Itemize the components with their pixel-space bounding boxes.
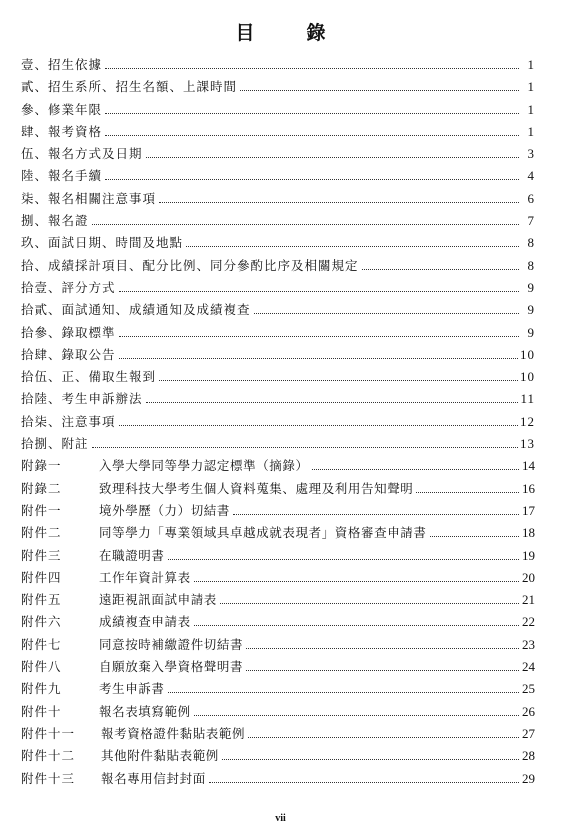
dot-leader <box>194 714 519 716</box>
dot-leader <box>209 781 519 783</box>
dot-leader <box>312 468 519 470</box>
toc-page-number: 14 <box>522 458 535 474</box>
toc-entry[interactable] <box>21 323 535 345</box>
dot-leader <box>105 178 519 180</box>
dot-leader <box>220 602 519 604</box>
appendix-title: 考生申訴書 <box>99 681 165 697</box>
toc-entry-title: 肆、報考資格 <box>21 123 103 139</box>
appendix-title: 工作年資計算表 <box>99 569 191 585</box>
toc-page-number: 28 <box>522 748 535 764</box>
toc-entry[interactable] <box>21 389 535 411</box>
dot-leader <box>105 67 519 69</box>
appendix-label: 附件六 <box>21 614 62 630</box>
toc-entry-title: 貳、招生系所、招生名額、上課時間 <box>21 79 238 95</box>
dot-leader <box>362 268 519 270</box>
toc-appendix-entry[interactable] <box>21 746 535 768</box>
appendix-title: 遠距視訊面試申請表 <box>99 592 217 608</box>
appendix-label: 附件八 <box>21 659 62 675</box>
toc-entry[interactable] <box>21 211 535 233</box>
table-of-contents <box>21 55 535 791</box>
toc-page-number: 10 <box>520 346 535 362</box>
dot-leader <box>248 736 519 738</box>
toc-entry-title: 壹、招生依據 <box>21 57 103 72</box>
toc-page-number: 1 <box>527 101 535 117</box>
dot-leader <box>168 558 519 560</box>
toc-entry-title: 拾參、錄取標準 <box>21 324 116 340</box>
toc-appendix-entry[interactable] <box>21 523 535 545</box>
toc-appendix-entry[interactable] <box>21 724 535 746</box>
toc-entry[interactable] <box>21 55 535 77</box>
toc-entry[interactable] <box>21 345 535 367</box>
appendix-title: 同意按時補繳證件切結書 <box>99 636 244 652</box>
toc-entry-title: 拾壹、評分方式 <box>21 279 116 295</box>
dot-leader <box>194 580 519 582</box>
toc-page-number: 20 <box>522 569 535 585</box>
appendix-title: 致理科技大學考生個人資料蒐集、處理及利用告知聲明 <box>99 480 414 496</box>
toc-page-number: 9 <box>527 279 535 295</box>
appendix-label: 附錄一 <box>21 458 62 474</box>
appendix-title: 入學大學同等學力認定標準（摘錄） <box>99 458 309 474</box>
appendix-label: 附件九 <box>21 681 62 697</box>
toc-appendix-entry[interactable] <box>21 612 535 634</box>
dot-leader <box>254 312 519 314</box>
appendix-title: 成績複查申請表 <box>99 614 191 630</box>
toc-entry-title: 柒、報名相關注意事項 <box>21 190 157 206</box>
toc-page-number: 18 <box>522 525 535 541</box>
toc-page-number: 1 <box>527 57 535 72</box>
appendix-label: 附件五 <box>21 592 62 608</box>
toc-appendix-entry[interactable] <box>21 702 535 724</box>
toc-page-number: 16 <box>522 480 535 496</box>
section-list <box>21 55 535 456</box>
appendix-label: 附件十二 <box>21 748 76 764</box>
appendix-title: 其他附件黏貼表範例 <box>101 748 219 764</box>
toc-page-number: 13 <box>520 436 535 452</box>
toc-entry-title: 伍、報名方式及日期 <box>21 146 143 162</box>
toc-entry-title: 拾貳、面試通知、成績通知及成績複查 <box>21 302 251 318</box>
appendix-title: 境外學歷（力）切結書 <box>99 502 231 518</box>
toc-entry-title: 陸、報名手續 <box>21 168 103 184</box>
appendix-label: 附件二 <box>21 525 62 541</box>
appendix-label: 附件十一 <box>21 725 76 741</box>
appendix-label: 附件三 <box>21 547 62 563</box>
toc-entry-title: 拾捌、附註 <box>21 436 89 452</box>
toc-appendix-entry[interactable] <box>21 590 535 612</box>
dot-leader <box>186 245 519 247</box>
dot-leader <box>168 691 519 693</box>
dot-leader <box>159 379 518 381</box>
dot-leader <box>119 290 519 292</box>
toc-entry-title: 玖、面試日期、時間及地點 <box>21 235 184 251</box>
toc-entry[interactable] <box>21 144 535 166</box>
dot-leader <box>416 491 519 493</box>
toc-entry-title: 捌、報名證 <box>21 213 89 229</box>
toc-entry-title: 拾肆、錄取公告 <box>21 346 116 362</box>
toc-page-number: 29 <box>522 770 535 786</box>
toc-appendix-entry[interactable] <box>21 568 535 590</box>
toc-page-number: 25 <box>522 681 535 697</box>
toc-entry[interactable] <box>21 256 535 278</box>
appendix-list <box>21 456 535 790</box>
dot-leader <box>92 446 518 448</box>
toc-page-number: 8 <box>527 235 535 251</box>
toc-page-number: 9 <box>527 324 535 340</box>
dot-leader <box>119 335 519 337</box>
toc-entry[interactable] <box>21 100 535 122</box>
appendix-title: 自願放棄入學資格聲明書 <box>99 659 244 675</box>
toc-page-number: 26 <box>522 703 535 719</box>
dot-leader <box>119 424 518 426</box>
toc-page-number: 12 <box>520 413 535 429</box>
appendix-label: 附件一 <box>21 502 62 518</box>
dot-leader <box>92 223 519 225</box>
toc-page-number: 24 <box>522 659 535 675</box>
appendix-title: 在職證明書 <box>99 547 165 563</box>
dot-leader <box>194 624 519 626</box>
toc-page-number: 4 <box>527 168 535 184</box>
appendix-label: 附件十 <box>21 703 62 719</box>
toc-page-number: 1 <box>527 123 535 139</box>
toc-page-number: 3 <box>527 146 535 162</box>
toc-entry[interactable] <box>21 412 535 434</box>
toc-entry[interactable] <box>21 233 535 255</box>
dot-leader <box>105 134 519 136</box>
toc-entry[interactable] <box>21 434 535 456</box>
toc-appendix-entry[interactable] <box>21 546 535 568</box>
dot-leader <box>119 357 518 359</box>
toc-page-number: 21 <box>522 592 535 608</box>
toc-entry-title: 拾、成績採計項目、配分比例、同分參酌比序及相關規定 <box>21 257 359 273</box>
toc-appendix-entry[interactable] <box>21 769 535 791</box>
dot-leader <box>222 758 519 760</box>
toc-page-number: 6 <box>527 190 535 206</box>
appendix-title: 報名專用信封封面 <box>101 770 206 786</box>
appendix-label: 附件十三 <box>21 770 76 786</box>
page-number-footer: vii <box>275 813 286 824</box>
toc-entry[interactable] <box>21 122 535 144</box>
toc-entry[interactable] <box>21 166 535 188</box>
toc-page-number: 11 <box>520 391 535 407</box>
toc-page-number: 17 <box>522 502 535 518</box>
toc-appendix-entry[interactable] <box>21 456 535 478</box>
toc-page-number: 9 <box>527 302 535 318</box>
toc-entry[interactable] <box>21 367 535 389</box>
page-title: 目錄 <box>235 22 378 44</box>
appendix-title: 報名表填寫範例 <box>99 703 191 719</box>
appendix-title: 報考資格證件黏貼表範例 <box>101 725 246 741</box>
dot-leader <box>105 112 519 114</box>
toc-page-number: 1 <box>527 79 535 95</box>
dot-leader <box>246 647 519 649</box>
appendix-title: 同等學力「專業領域具卓越成就表現者」資格審查申請書 <box>99 525 427 541</box>
toc-entry[interactable] <box>21 278 535 300</box>
toc-appendix-entry[interactable] <box>21 657 535 679</box>
dot-leader <box>430 535 519 537</box>
toc-entry[interactable] <box>21 300 535 322</box>
toc-page-number: 10 <box>520 369 535 385</box>
toc-entry-title: 拾伍、正、備取生報到 <box>21 369 157 385</box>
toc-page-number: 8 <box>527 257 535 273</box>
dot-leader <box>146 156 519 158</box>
toc-appendix-entry[interactable] <box>21 679 535 701</box>
toc-appendix-entry[interactable] <box>21 479 535 501</box>
toc-page-number: 23 <box>522 636 535 652</box>
dot-leader <box>240 89 519 91</box>
appendix-label: 附件七 <box>21 636 62 652</box>
dot-leader <box>246 669 519 671</box>
appendix-label: 附件四 <box>21 569 62 585</box>
appendix-label: 附錄二 <box>21 480 62 496</box>
toc-entry[interactable] <box>21 189 535 211</box>
toc-appendix-entry[interactable] <box>21 635 535 657</box>
toc-entry-title: 拾柒、注意事項 <box>21 413 116 429</box>
toc-page-number: 7 <box>527 213 535 229</box>
toc-entry-title: 參、修業年限 <box>21 101 103 117</box>
toc-entry-title: 拾陸、考生申訴辦法 <box>21 391 143 407</box>
toc-appendix-entry[interactable] <box>21 501 535 523</box>
dot-leader <box>233 513 519 515</box>
toc-entry[interactable] <box>21 77 535 99</box>
toc-page-number: 27 <box>522 725 535 741</box>
toc-page-number: 22 <box>522 614 535 630</box>
toc-page-number: 19 <box>522 547 535 563</box>
dot-leader <box>159 201 519 203</box>
dot-leader <box>146 401 519 403</box>
